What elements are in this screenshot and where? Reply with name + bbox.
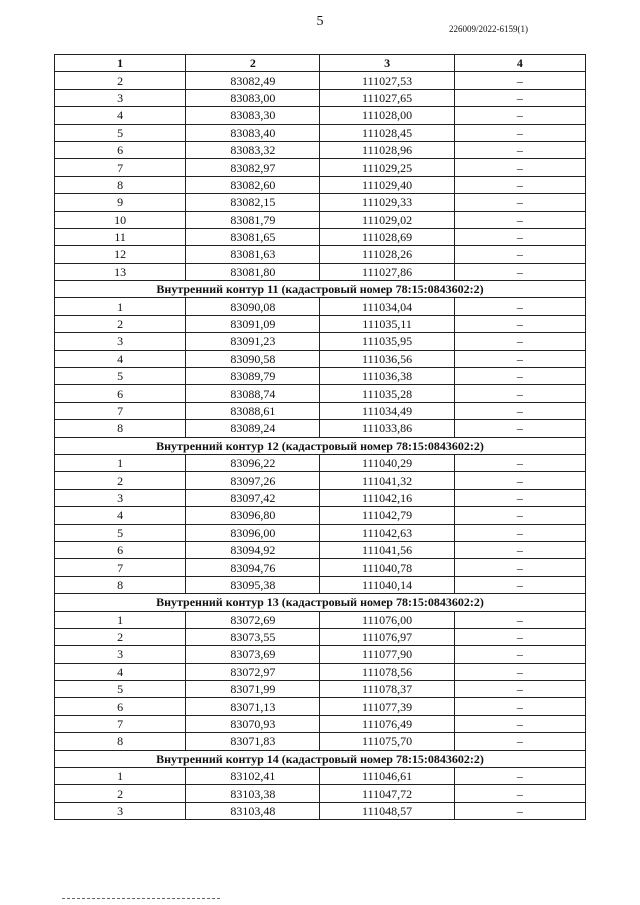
table-row [55,89,586,106]
point-number-cell: 1 [55,454,186,471]
point-number-cell: 8 [55,176,186,193]
point-number-cell: 8 [55,420,186,437]
point-number-cell: 2 [55,785,186,802]
x-coordinate-cell: 83095,38 [186,576,320,593]
x-coordinate-cell: 83082,60 [186,176,320,193]
note-cell: – [454,263,585,280]
table-row [55,646,586,663]
y-coordinate-cell: 111077,90 [320,646,454,663]
y-coordinate-cell: 111076,49 [320,715,454,732]
x-coordinate-cell: 83097,42 [186,489,320,506]
coordinates-table [54,54,586,820]
note-cell: – [454,785,585,802]
y-coordinate-cell: 111042,79 [320,507,454,524]
table-row [55,194,586,211]
note-cell: – [454,733,585,750]
point-number-cell: 11 [55,228,186,245]
point-number-cell: 9 [55,194,186,211]
table-row [55,663,586,680]
contour-section-title: Внутренний контур 12 (кадастровый номер 78:15:0843602:2) [55,437,586,454]
point-number-cell: 5 [55,681,186,698]
note-cell: – [454,698,585,715]
bottom-divider [62,898,220,899]
note-cell: – [454,472,585,489]
y-coordinate-cell: 111028,96 [320,141,454,158]
y-coordinate-cell: 111029,02 [320,211,454,228]
table-row [55,559,586,576]
y-coordinate-cell: 111034,49 [320,402,454,419]
x-coordinate-cell: 83071,13 [186,698,320,715]
point-number-cell: 1 [55,611,186,628]
point-number-cell: 3 [55,333,186,350]
note-cell: – [454,611,585,628]
note-cell: – [454,715,585,732]
table-row [55,385,586,402]
note-cell: – [454,559,585,576]
contour-section-row [55,750,586,767]
x-coordinate-cell: 83090,58 [186,350,320,367]
note-cell: – [454,141,585,158]
y-coordinate-cell: 111027,53 [320,72,454,89]
table-row [55,176,586,193]
contour-section-row [55,281,586,298]
table-row [55,263,586,280]
table-header-row [55,55,586,72]
y-coordinate-cell: 111078,56 [320,663,454,680]
note-cell: – [454,176,585,193]
contour-section-title: Внутренний контур 14 (кадастровый номер 78:15:0843602:2) [55,750,586,767]
point-number-cell: 3 [55,89,186,106]
note-cell: – [454,385,585,402]
table-row [55,507,586,524]
table-row [55,628,586,645]
point-number-cell: 7 [55,559,186,576]
table-row [55,141,586,158]
point-number-cell: 1 [55,768,186,785]
table-row [55,350,586,367]
note-cell: – [454,646,585,663]
x-coordinate-cell: 83102,41 [186,768,320,785]
note-cell: – [454,72,585,89]
page-number: 5 [316,14,324,29]
point-number-cell: 2 [55,315,186,332]
x-coordinate-cell: 83083,40 [186,124,320,141]
note-cell: – [454,194,585,211]
x-coordinate-cell: 83091,23 [186,333,320,350]
point-number-cell: 2 [55,472,186,489]
note-cell: – [454,802,585,819]
note-cell: – [454,124,585,141]
point-number-cell: 6 [55,385,186,402]
point-number-cell: 8 [55,576,186,593]
x-coordinate-cell: 83103,38 [186,785,320,802]
x-coordinate-cell: 83090,08 [186,298,320,315]
x-coordinate-cell: 83083,32 [186,141,320,158]
table-row [55,246,586,263]
note-cell: – [454,420,585,437]
y-coordinate-cell: 111048,57 [320,802,454,819]
point-number-cell: 8 [55,733,186,750]
point-number-cell: 5 [55,368,186,385]
contour-section-title: Внутренний контур 11 (кадастровый номер 78:15:0843602:2) [55,281,586,298]
header-cell: 1 [55,55,186,72]
table-row [55,576,586,593]
note-cell: – [454,89,585,106]
y-coordinate-cell: 111029,33 [320,194,454,211]
note-cell: – [454,333,585,350]
y-coordinate-cell: 111033,86 [320,420,454,437]
y-coordinate-cell: 111076,00 [320,611,454,628]
point-number-cell: 12 [55,246,186,263]
table-row [55,124,586,141]
note-cell: – [454,246,585,263]
header-cell: 2 [186,55,320,72]
contour-section-row [55,594,586,611]
y-coordinate-cell: 111040,78 [320,559,454,576]
y-coordinate-cell: 111029,25 [320,159,454,176]
x-coordinate-cell: 83071,99 [186,681,320,698]
point-number-cell: 2 [55,72,186,89]
x-coordinate-cell: 83096,80 [186,507,320,524]
contour-section-row [55,437,586,454]
y-coordinate-cell: 111035,28 [320,385,454,402]
note-cell: – [454,211,585,228]
note-cell: – [454,368,585,385]
x-coordinate-cell: 83081,80 [186,263,320,280]
y-coordinate-cell: 111076,97 [320,628,454,645]
x-coordinate-cell: 83083,30 [186,107,320,124]
table-row [55,333,586,350]
x-coordinate-cell: 83081,65 [186,228,320,245]
y-coordinate-cell: 111078,37 [320,681,454,698]
point-number-cell: 7 [55,715,186,732]
y-coordinate-cell: 111027,65 [320,89,454,106]
x-coordinate-cell: 83097,26 [186,472,320,489]
x-coordinate-cell: 83082,15 [186,194,320,211]
point-number-cell: 5 [55,124,186,141]
x-coordinate-cell: 83089,24 [186,420,320,437]
note-cell: – [454,524,585,541]
table-row [55,733,586,750]
document-reference: 226009/2022-6159(1) [449,24,528,34]
table-row [55,228,586,245]
note-cell: – [454,350,585,367]
table-row [55,420,586,437]
table-row [55,402,586,419]
table-row [55,489,586,506]
y-coordinate-cell: 111047,72 [320,785,454,802]
y-coordinate-cell: 111035,95 [320,333,454,350]
y-coordinate-cell: 111046,61 [320,768,454,785]
note-cell: – [454,159,585,176]
x-coordinate-cell: 83089,79 [186,368,320,385]
table-row [55,298,586,315]
table-row [55,698,586,715]
x-coordinate-cell: 83082,49 [186,72,320,89]
header-cell: 4 [454,55,585,72]
x-coordinate-cell: 83094,76 [186,559,320,576]
note-cell: – [454,107,585,124]
point-number-cell: 4 [55,350,186,367]
x-coordinate-cell: 83088,74 [186,385,320,402]
x-coordinate-cell: 83094,92 [186,541,320,558]
table-row [55,802,586,819]
note-cell: – [454,507,585,524]
y-coordinate-cell: 111042,16 [320,489,454,506]
y-coordinate-cell: 111041,32 [320,472,454,489]
x-coordinate-cell: 83071,83 [186,733,320,750]
x-coordinate-cell: 83072,69 [186,611,320,628]
y-coordinate-cell: 111028,69 [320,228,454,245]
x-coordinate-cell: 83091,09 [186,315,320,332]
point-number-cell: 10 [55,211,186,228]
table-row [55,524,586,541]
y-coordinate-cell: 111036,38 [320,368,454,385]
table-row [55,785,586,802]
table-row [55,315,586,332]
table-row [55,681,586,698]
y-coordinate-cell: 111036,56 [320,350,454,367]
note-cell: – [454,489,585,506]
x-coordinate-cell: 83081,63 [186,246,320,263]
note-cell: – [454,228,585,245]
y-coordinate-cell: 111027,86 [320,263,454,280]
table-row [55,368,586,385]
note-cell: – [454,541,585,558]
note-cell: – [454,663,585,680]
table-row [55,107,586,124]
table-row [55,611,586,628]
x-coordinate-cell: 83096,00 [186,524,320,541]
table-row [55,768,586,785]
x-coordinate-cell: 83073,69 [186,646,320,663]
point-number-cell: 6 [55,141,186,158]
point-number-cell: 6 [55,698,186,715]
point-number-cell: 7 [55,402,186,419]
x-coordinate-cell: 83083,00 [186,89,320,106]
y-coordinate-cell: 111035,11 [320,315,454,332]
point-number-cell: 4 [55,663,186,680]
y-coordinate-cell: 111034,04 [320,298,454,315]
contour-section-title: Внутренний контур 13 (кадастровый номер 78:15:0843602:2) [55,594,586,611]
x-coordinate-cell: 83096,22 [186,454,320,471]
note-cell: – [454,454,585,471]
table-row [55,454,586,471]
point-number-cell: 2 [55,628,186,645]
table-row [55,541,586,558]
point-number-cell: 4 [55,507,186,524]
point-number-cell: 7 [55,159,186,176]
note-cell: – [454,681,585,698]
y-coordinate-cell: 111028,00 [320,107,454,124]
point-number-cell: 3 [55,802,186,819]
table-row [55,472,586,489]
x-coordinate-cell: 83072,97 [186,663,320,680]
point-number-cell: 6 [55,541,186,558]
table-row [55,715,586,732]
note-cell: – [454,298,585,315]
x-coordinate-cell: 83082,97 [186,159,320,176]
y-coordinate-cell: 111029,40 [320,176,454,193]
table-row [55,159,586,176]
point-number-cell: 3 [55,489,186,506]
x-coordinate-cell: 83073,55 [186,628,320,645]
coordinates-table-body [55,55,586,820]
note-cell: – [454,628,585,645]
point-number-cell: 4 [55,107,186,124]
note-cell: – [454,576,585,593]
table-row [55,72,586,89]
point-number-cell: 1 [55,298,186,315]
y-coordinate-cell: 111028,45 [320,124,454,141]
table-row [55,211,586,228]
y-coordinate-cell: 111040,14 [320,576,454,593]
note-cell: – [454,768,585,785]
note-cell: – [454,402,585,419]
point-number-cell: 3 [55,646,186,663]
y-coordinate-cell: 111041,56 [320,541,454,558]
x-coordinate-cell: 83103,48 [186,802,320,819]
y-coordinate-cell: 111075,70 [320,733,454,750]
point-number-cell: 5 [55,524,186,541]
note-cell: – [454,315,585,332]
point-number-cell: 13 [55,263,186,280]
header-cell: 3 [320,55,454,72]
x-coordinate-cell: 83081,79 [186,211,320,228]
y-coordinate-cell: 111028,26 [320,246,454,263]
y-coordinate-cell: 111040,29 [320,454,454,471]
x-coordinate-cell: 83088,61 [186,402,320,419]
y-coordinate-cell: 111077,39 [320,698,454,715]
x-coordinate-cell: 83070,93 [186,715,320,732]
y-coordinate-cell: 111042,63 [320,524,454,541]
